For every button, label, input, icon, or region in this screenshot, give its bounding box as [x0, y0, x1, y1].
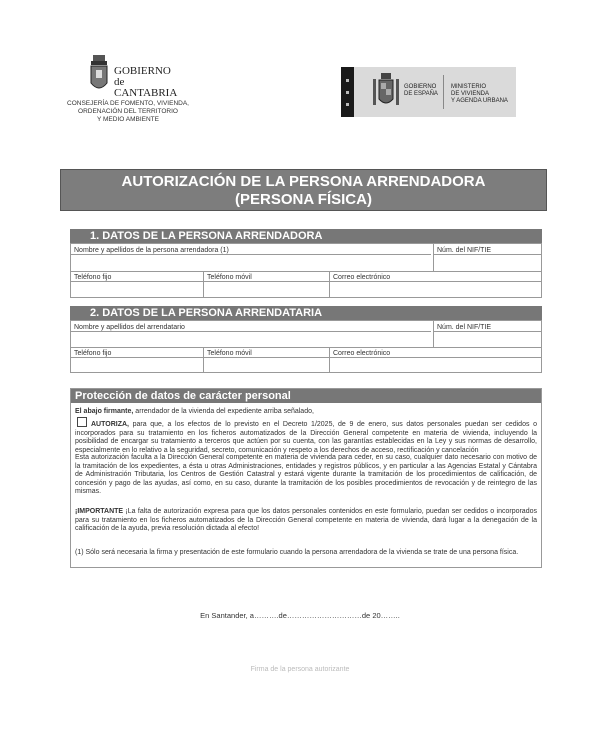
contact-input-line [71, 357, 541, 358]
section-heading: 2. DATOS DE LA PERSONA ARRENDATARIA [70, 306, 542, 320]
name-label: Nombre y apellidos del arrendatario [74, 324, 185, 331]
ministry-right-line: DE VIVIENDA [451, 91, 490, 97]
autoriza-checkbox[interactable] [77, 417, 87, 427]
nif-input-line [433, 331, 541, 332]
cantabria-coat-of-arms-icon [88, 55, 110, 95]
intro-bold: El abajo firmante, [75, 408, 134, 415]
arrendadora-mobile-field[interactable] [206, 283, 326, 297]
nif-label: Núm. del NIF/TIE [437, 247, 492, 254]
consejeria-name [66, 100, 190, 124]
gobierno-line: de [114, 76, 125, 88]
intro-text [75, 408, 537, 417]
mobile-label: Teléfono móvil [207, 350, 252, 357]
arrendataria-mobile-field[interactable] [206, 359, 326, 372]
autoriza-text [75, 417, 537, 455]
mobile-label: Teléfono móvil [207, 274, 252, 281]
gobierno-espana-text [404, 84, 438, 98]
ministry-right-line: MINISTERIO [451, 84, 487, 90]
contact-input-line [71, 281, 541, 282]
email-label: Correo electrónico [333, 274, 391, 281]
section-arrendadora [70, 229, 542, 243]
arrendadora-name-field[interactable] [74, 256, 430, 270]
proteccion-heading: Protección de datos de carácter personal [71, 389, 541, 403]
phone-label: Teléfono fijo [74, 274, 112, 281]
ministerio-text [451, 84, 508, 105]
ministry-right-line: Y AGENDA URBANA [451, 98, 508, 104]
name-label: Nombre y apellidos de la persona arrendadora (1) [74, 247, 229, 254]
ministerio-vivienda-logo [341, 67, 516, 117]
ministry-left-line: GOBIERNO [404, 84, 437, 90]
signature-label: Firma de la persona autorizante [250, 666, 350, 673]
arrendataria-phone-field[interactable] [74, 359, 200, 372]
arrendadora-form-grid [70, 243, 542, 298]
importante-bold: ¡IMPORTANTE [75, 508, 124, 515]
name-input-line [71, 331, 431, 332]
importante-text [75, 508, 537, 534]
arrendataria-form-grid [70, 320, 542, 373]
ministry-left-line: DE ESPAÑA [404, 91, 438, 97]
consejeria-line: ORDENACIÓN DEL TERRITORIO [78, 108, 178, 115]
arrendadora-email-field[interactable] [332, 283, 540, 297]
title-line-1: AUTORIZACIÓN DE LA PERSONA ARRENDADORA [121, 173, 486, 190]
arrendadora-phone-field[interactable] [74, 283, 200, 297]
consejeria-line: Y MEDIO AMBIENTE [96, 116, 159, 123]
nif-label: Núm. del NIF/TIE [437, 324, 492, 331]
document-title [60, 169, 547, 211]
cesion-text: Esta autorización faculta a la Dirección General competente en materia de vivienda para ceder, en su caso, cualquier dato necesario con motivo de la tramitación de los expedientes, a ésta u otras Administraciones, entidades y registros públicos, y en particular a las Agencias Estatal y Cántabra de Administración Tributaria, los Centros de Gestión Catastral y estará vigente durante la tramitación de los procedimientos de calificación, de concesión y pago de las ayudas, así como, en su caso, durante la tramitación de los posibles procedimientos de revocación y de reintegro de las mismas. [75, 454, 537, 496]
autoriza-rest: para que, a los efectos de lo previsto en el Decreto 1/2025, de 9 de enero, sus datos personales puedan ser cedidos o incorporados para su tratamiento en los ficheros automatizados de la Dirección General competente en materia de vivienda, incluyendo la posibilidad de encargar su tratamiento a terceros que actúen por su cuenta, con las garantías establecidas en la Ley y sus normas de desarrollo, especialmente en lo relativo a la seguridad, secreto, comunicación y respeto a los derechos de acceso, rectificación y cancelación [75, 421, 537, 454]
logo-black-strip [341, 67, 354, 117]
section-heading: 1. DATOS DE LA PERSONA ARRENDADORA [70, 229, 542, 243]
gobierno-line: CANTABRIA [114, 87, 178, 99]
arrendataria-nif-field[interactable] [436, 333, 540, 346]
email-label: Correo electrónico [333, 350, 391, 357]
arrendadora-nif-field[interactable] [436, 256, 540, 270]
proteccion-datos-box [70, 388, 542, 568]
spain-coat-of-arms-icon [371, 73, 401, 111]
title-line-2: (PERSONA FÍSICA) [235, 191, 372, 208]
importante-rest: ¡La falta de autorización expresa para que los datos personales contenidos en este formulario, puedan ser cedidos o incorporados para su tratamiento en los ficheros automatizados de la Dirección General competente en materia de vivienda, dará lugar a la denegación de la calificación de la ayuda, previa resolución dictada al efecto! [75, 508, 537, 533]
logo-divider [443, 75, 444, 109]
footnote-text: (1) Sólo será necesaria la firma y presentación de este formulario cuando la persona arrendadora de la vivienda se trate de una persona física. [75, 549, 519, 556]
gobierno-cantabria-logo [114, 66, 177, 99]
arrendataria-email-field[interactable] [332, 359, 540, 372]
place-date-line[interactable]: En Santander, a……….de…………………………de 20…….. [200, 611, 400, 620]
name-input-line [71, 254, 431, 255]
section-arrendataria [70, 306, 542, 320]
nif-input-line [433, 254, 541, 255]
arrendataria-name-field[interactable] [74, 333, 430, 346]
phone-label: Teléfono fijo [74, 350, 112, 357]
consejeria-line: CONSEJERÍA DE FOMENTO, VIVIENDA, [67, 100, 189, 107]
gobierno-line: GOBIERNO [114, 65, 171, 77]
autoriza-bold: AUTORIZA, [91, 421, 129, 428]
intro-rest: arrendador de la vivienda del expediente arriba señalado, [133, 408, 314, 415]
